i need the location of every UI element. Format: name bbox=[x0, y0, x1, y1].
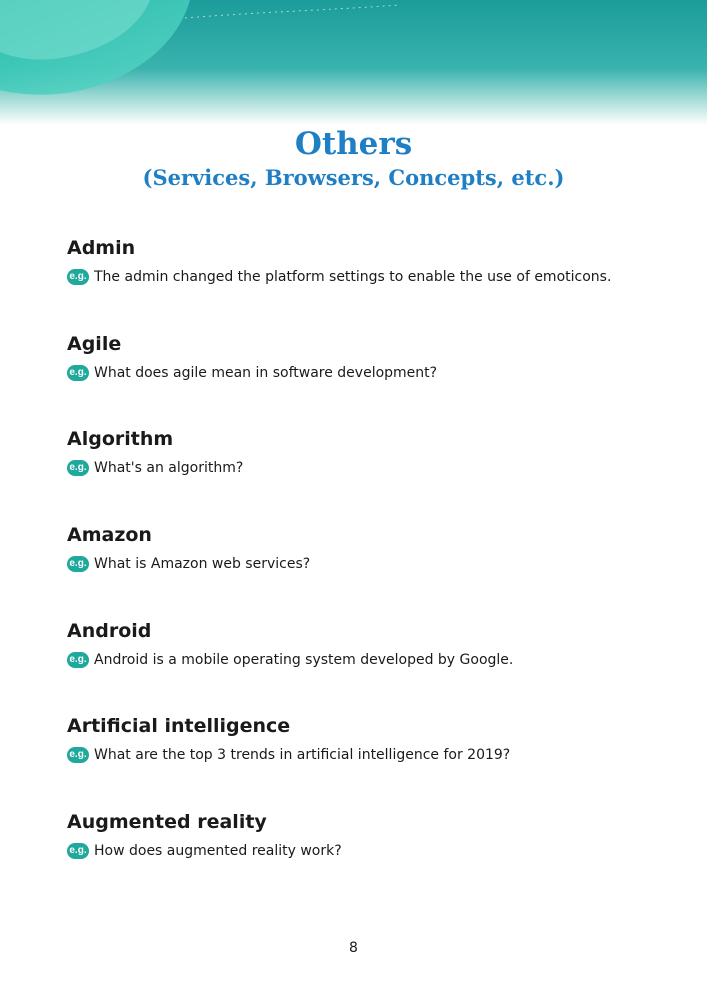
page-subtitle: (Services, Browsers, Concepts, etc.) bbox=[142, 165, 565, 190]
example-badge-icon: e.g. bbox=[67, 269, 89, 285]
entry-example-text: Android is a mobile operating system developed by Google. bbox=[94, 652, 514, 668]
entry-example bbox=[67, 363, 687, 383]
entry-example-text: What are the top 3 trends in artificial intelligence for 2019? bbox=[94, 747, 511, 763]
entry-term: Agile bbox=[67, 333, 122, 355]
glossary-entry bbox=[67, 236, 687, 287]
entry-term: Amazon bbox=[67, 524, 152, 546]
example-badge-icon: e.g. bbox=[67, 365, 89, 381]
example-badge-icon: e.g. bbox=[67, 843, 89, 859]
entry-example-text: What's an algorithm? bbox=[94, 460, 244, 476]
example-badge-icon: e.g. bbox=[67, 652, 89, 668]
entry-example-text: How does augmented reality work? bbox=[94, 843, 342, 859]
glossary-entry bbox=[67, 427, 687, 478]
entry-term: Algorithm bbox=[67, 428, 174, 450]
glossary-entry bbox=[67, 810, 687, 861]
example-badge-icon: e.g. bbox=[67, 460, 89, 476]
entry-example bbox=[67, 554, 687, 574]
entry-example-text: What is Amazon web services? bbox=[94, 556, 311, 572]
entry-example bbox=[67, 458, 687, 478]
entry-term: Admin bbox=[67, 237, 136, 259]
entry-example-text: What does agile mean in software development? bbox=[94, 365, 438, 381]
entry-example bbox=[67, 745, 687, 765]
entry-example bbox=[67, 841, 687, 861]
entry-term: Artificial intelligence bbox=[67, 715, 291, 737]
glossary-entry bbox=[67, 619, 687, 670]
entry-term: Augmented reality bbox=[67, 811, 267, 833]
page-title: Others bbox=[294, 126, 413, 162]
decorative-header-band bbox=[0, 0, 707, 125]
example-badge-icon: e.g. bbox=[67, 747, 89, 763]
entry-term: Android bbox=[67, 620, 152, 642]
entry-example bbox=[67, 650, 687, 670]
glossary-entry bbox=[67, 523, 687, 574]
entry-example-text: The admin changed the platform settings to enable the use of emoticons. bbox=[94, 269, 612, 285]
entry-example bbox=[67, 267, 687, 287]
glossary-entry bbox=[67, 714, 687, 765]
example-badge-icon: e.g. bbox=[67, 556, 89, 572]
glossary-entry bbox=[67, 332, 687, 383]
page-number: 8 bbox=[349, 940, 358, 956]
